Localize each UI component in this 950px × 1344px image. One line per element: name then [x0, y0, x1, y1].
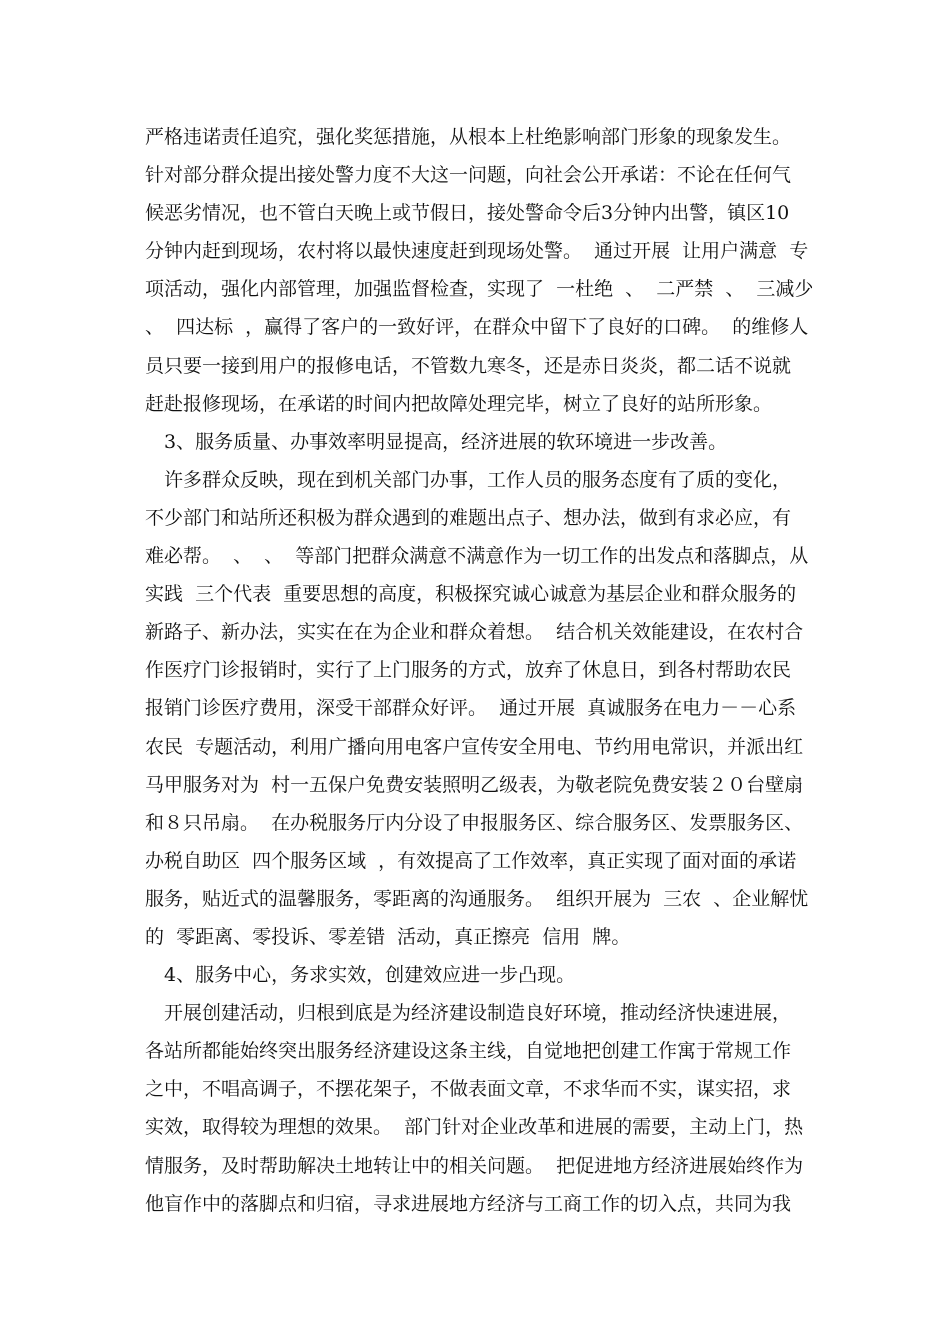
text-line: 的 零距离、零投诉、零差错 活动，真正擦亮 信用 牌。 — [145, 925, 631, 948]
document-body — [145, 118, 825, 1223]
text-line: 新路子、新办法，实实在在为企业和群众着想。 结合机关效能建设，在农村合 — [145, 621, 804, 644]
text-line: 马甲服务对为 村一五保户免费安装照明乙级表，为敬老院免费安装２０台壁扇 — [145, 773, 804, 796]
text-line: 各站所都能始终突出服务经济建设这条主线，自觉地把创建工作寓于常规工作 — [145, 1040, 792, 1063]
paragraph-start-line: 许多群众反映，现在到机关部门办事，工作人员的服务态度有了质的变化， — [164, 468, 792, 491]
text-line: 分钟内赶到现场，农村将以最快速度赶到现场处警。 通过开展 让用户满意 专 — [145, 240, 809, 263]
text-line: 作医疗门诊报销时，实行了上门服务的方式，放弃了休息日，到各村帮助农民 — [145, 659, 792, 682]
text-line: 他盲作中的落脚点和归宿，寻求进展地方经济与工商工作的切入点，共同为我 — [145, 1192, 792, 1215]
text-line: 、 四达标 ，赢得了客户的一致好评，在群众中留下了良好的口碑。 的维修人 — [145, 316, 809, 339]
paragraph-start-line: 开展创建活动，归根到底是为经济建设制造良好环境，推动经济快速进展， — [164, 1002, 792, 1025]
text-line: 难必帮。 、 、 等部门把群众满意不满意作为一切工作的出发点和落脚点，从 — [145, 545, 809, 568]
text-line: 情服务，及时帮助解决土地转让中的相关问题。 把促进地方经济进展始终作为 — [145, 1154, 804, 1177]
text-line: 候恶劣情况，也不管白天晚上或节假日，接处警命令后3分钟内出警，镇区10 — [145, 202, 790, 225]
section-heading: 4、服务中心，务求实效，创建效应进一步凸现。 — [164, 964, 576, 987]
text-line: 严格违诺责任追究，强化奖惩措施，从根本上杜绝影响部门形象的现象发生。 — [145, 126, 792, 148]
text-line: 项活动，强化内部管理，加强监督检查，实现了 一杜绝 、 二严禁 、 三减少 — [145, 278, 814, 301]
text-line: 之中，不唱高调子，不摆花架子，不做表面文章，不求华而不实，谋实招，求 — [145, 1078, 792, 1101]
text-line: 服务，贴近式的温馨服务，零距离的沟通服务。 组织开展为 三农 、企业解忧 — [145, 887, 809, 910]
text-line: 报销门诊医疗费用，深受干部群众好评。 通过开展 真诚服务在电力－－心系 — [145, 697, 797, 720]
text-line: 农民 专题活动，利用广播向用电客户宣传安全用电、节约用电常识，并派出红 — [145, 735, 804, 758]
text-line: 和８只吊扇。 在办税服务厅内分设了申报服务区、综合服务区、发票服务区、 — [145, 811, 804, 834]
text-line: 赶赴报修现场，在承诺的时间内把故障处理完毕，树立了良好的站所形象。 — [145, 392, 773, 415]
text-line: 针对部分群众提出接处警力度不大这一问题，向社会公开承诺：不论在任何气 — [145, 164, 792, 187]
text-line: 实效，取得较为理想的效果。 部门针对企业改革和进展的需要，主动上门，热 — [145, 1116, 804, 1139]
section-heading: 3、服务质量、办事效率明显提高，经济进展的软环境进一步改善。 — [164, 430, 728, 453]
text-line: 办税自助区 四个服务区域 ，有效提高了工作效率，真正实现了面对面的承诺 — [145, 849, 797, 872]
text-line: 实践 三个代表 重要思想的高度，积极探究诚心诚意为基层企业和群众服务的 — [145, 583, 797, 606]
text-line: 员只要一接到用户的报修电话，不管数九寒冬，还是赤日炎炎，都二话不说就 — [145, 354, 792, 377]
text-line: 不少部门和站所还积极为群众遇到的难题出点子、想办法，做到有求必应，有 — [145, 506, 792, 529]
